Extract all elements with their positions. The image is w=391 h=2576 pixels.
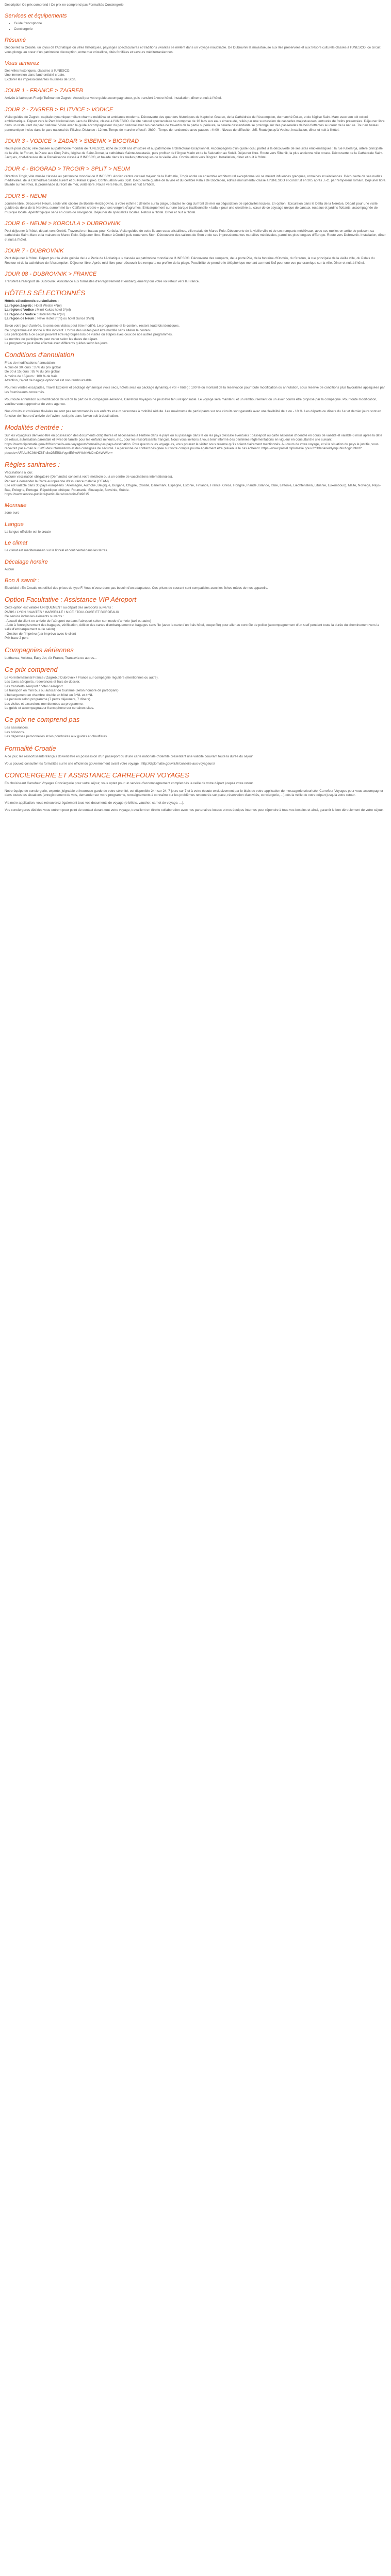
hotels-block xyxy=(5,299,386,321)
hotel-region: La région de Neum : xyxy=(5,317,37,320)
option-line: - Gestion de l'imprévu (par imprévu avec le client xyxy=(5,632,76,636)
sante-text: Sur les voyageurs dérivent être en possession des documents obligatoires et nécessaires à l'entrée dans le pays ou au passage dans le ou les pays d'escale éventuels : passeport ou carte nationale d'identité en cours de validité et valable 6 mois après la date de retour, autorisation parentale et livret de famille pour les enfants mineurs, etc., pour les ressortissants français. Nous vous invitons à vous tenir informé des dernières réglementations en vigueur en consultant le site suivant : https://www.diplomatie.gouv.fr/fr/conseils-aux-voyageurs/conseils-par-pays-destination. Pour que tous les voyageurs, vous pourrez le visiter sous réserve qu'ils soient clairement mentionnés. Au cours de votre voyage, et si la situation du pays le justifie, vous recevrez par e-mail ou SMS des informations et des consignes de sécurité. La personne de contact désignée sur votre compte pourra également être prévenue le cas échéant. https://www.pastel.diplomatie.gouv.fr/fildariane/dyn/public/login.html?pbcode=AFAAd6C0MHZ8Tn3w2BEfSkYuynlEGwWYbNMkI2mD4WWA== xyxy=(5,433,382,455)
option-title: Option Facultative : Assistance VIP Aéroport xyxy=(5,596,137,604)
resume-text: Découvrez la Croatie, un joyau de l'Adriatique où villes historiques, paysages spectaculaires et traditions vivantes se mêlent dans un voyage inoubliable. De Dubrovnik la majestueuse aux îles préservées et aux trésors culturels classés à l'UNESCO, ce circuit vous plonge au cœur d'un patrimoine d'exception, entre mer cristalline, cités fortifiées et saveurs méditerranéennes. xyxy=(5,46,381,54)
annulation-line: De 30 à 15 jours : 85 % du prix global xyxy=(5,370,60,374)
hotel-row xyxy=(5,304,386,308)
monnaie-title: Monnaie xyxy=(5,502,27,509)
non-comprend-title: Ce prix ne comprend pas xyxy=(5,716,80,724)
regles-line: Vaccinations à jour. xyxy=(5,470,33,474)
annulation-paragraph: Pour toute annulation ou modification de vol de la part de la compagnie aérienne, Carrefour Voyages ne peut être tenu responsable. Le voyage sera maintenu et un remboursement ou un avoir pourra être proposé par la compagnie. Pour toute modification, veuillez vous rapprocher de votre agence. xyxy=(5,398,378,406)
option-lines xyxy=(5,606,386,640)
compagnies-title: Compagnies aériennes xyxy=(5,646,74,654)
conciergerie-paragraph: En choisissant Carrefour Voyages Conciergerie pour votre séjour, vous optez pour un service d'accompagnement complet dès la veille de votre départ jusqu'à votre retour. xyxy=(5,782,254,786)
day-text: Arrivée à l'aéroport Franjo Tuđman de Zagreb. Accueil par votre guide accompagnateur, puis transfert à votre hôtel. Installation, dîner et nuit à l'hôtel. xyxy=(5,96,222,100)
formalite-title: Formalité Croatie xyxy=(5,744,56,752)
hotel-region: La région de Vodice : xyxy=(5,312,38,316)
regles-line: Pensez à demander la Carte européenne d'assurance maladie (CEAM) : xyxy=(5,479,111,483)
annulation-line: Frais de modifications / annulation : xyxy=(5,361,57,365)
annulation-paragraph: Nos circuits et croisières fluviales ne sont pas recommandés aux enfants et aux personnes à mobilité réduite. Les maximums de participants sur nos circuits sont garantis avec une flexibilité de + ou - 10 %. Les départs ou dîners du 1er et dernier jours sont en fonction de l'heure d'arrivée de l'avion : soit pris dans l'avion soit à destination. xyxy=(5,410,381,418)
services-title: Services et équipements xyxy=(5,13,67,20)
day-title: JOUR 4 - BIOGRAD > TROGIR > SPLIT > NEUM xyxy=(5,165,130,172)
formalite-paragraph: A ce jour, les ressortissants français doivent être en possession d'un passeport ou d'une carte nationale d'identité présentant une validité couvrant toute la durée du séjour. xyxy=(5,754,254,758)
services-item: • Conciergerie xyxy=(14,27,386,31)
annulation-title: Conditions d'annulation xyxy=(5,351,74,359)
bon-a-savoir-title: Bon à savoir : xyxy=(5,578,40,584)
option-line: Ce service inclus les éléments suivants : xyxy=(5,615,64,619)
comprend-line: Les taxes aéroports, redevances et frais de dossier. xyxy=(5,680,80,684)
day-title: JOUR 7 - DUBROVNIK xyxy=(5,248,64,255)
sante-title: Modalités d'entrée : xyxy=(5,423,63,431)
aimerez-line: Explorer les impressionnantes murailles de Ston. xyxy=(5,77,76,81)
hotel-name: Hotel Punta 4*(nl) xyxy=(38,312,65,316)
day-text: Transfert à l'aéroport de Dubrovnik. Assistance aux formalités d'enregistrement et embarquement pour votre vol retour vers la France. xyxy=(5,279,200,283)
comprend-line: Le guide et accompagnateur francophone sur certaines sites. xyxy=(5,706,94,710)
comprend-line: L'hébergement en chambre double en hôtel en 3*NL et 4*NL xyxy=(5,693,93,697)
page xyxy=(0,0,391,818)
hotel-row xyxy=(5,308,386,312)
day-text: Direction Trogir, ville musée classée au patrimoine mondial de l'UNESCO. Ancien centre culturel majeur de la Dalmatie, Trogir abrite un ensemble architectural exceptionnel où se mêlent influences grecques, romaines et vénitiennes. Découverte de ses ruelles médiévales, de la Cathédrale Saint-Laurent et du Palais Cipiko. Continuation vers Split. Découverte guidée de la ville et du célèbre Palais de Dioclétien, édifice monumental classé à l'UNESCO et construit en 305 après J.-C. par l'empereur romain. Déjeuner libre. Balade sur les Riva, la promenade du front de mer, visite libre. Route vers Neum. Dîner et nuit à l'hôtel. xyxy=(5,174,386,187)
resume-title: Résumé xyxy=(5,37,26,44)
day-text: Visite guidée de Zagreb, capitale dynamique mêlant charme médiéval et ambiance moderne. Découverte des quartiers historiques de Kaptol et Gradec, de la Cathédrale de l'Assomption, du marché Dolac, et de l'église Saint-Marc avec son toit coloré emblématique. Départ vers le Parc National des Lacs de Plitvice, classé à l'UNESCO. Ce site naturel spectaculaire se compose de 16 lacs aux eaux émeraude, reliés par une succession de cascades majestueuses, entourés de forêts préservées. Déjeuner libre dans un restaurant du parc national. Visite avec le guide accompagnateur du parc national avec les cascades de travertin de la partie supérieure, la balade descendante se prolonge sur des passerelles de bois flottantes au cœur de la nature. Tour en bateau panoramique inclus dans le parc national de Plitvice. Distance : 12 km. Temps de marche effectif : 3h00 - Temps de randonnée avec pauses : 4h00 - Niveau de difficulté : 2/5. Route jusqu'à Vodice, installation, dîner et nuit à l'hôtel. xyxy=(5,115,385,132)
hotel-name: Mirni Kukac hotel 3*(nl) xyxy=(37,308,71,312)
conciergerie-paragraph: Via notre application, vous retrouverez également tous vos documents de voyage (e-billets, vaucher, carnet de voyage, ...). xyxy=(5,801,184,805)
comprend-line: Les visites et excursions mentionnées au programme. xyxy=(5,702,84,706)
hotel-name: Neve Hotel 3*(nl) ou hotel Sunce 3*(nl) xyxy=(37,317,94,320)
non-comprend-line: Les assurances. xyxy=(5,726,29,730)
comprend-title: Ce prix comprend xyxy=(5,666,58,674)
regles-line: Elle est valable dans 30 pays européens : Allemagne, Autriche, Belgique, Bulgarie, Chypre, Croatie, Danemark, Espagne, Estonie, Finlande, France, Grèce, Hongrie, Irlande, Islande, Italie, Lettonie, Liechtenstein, Lituanie, Luxembourg, Malte, Norvège, Pays-Bas, Pologne, Portugal, République tchèque, Roumanie, Slovaquie, Slovénie, Suède. xyxy=(5,484,381,492)
decalage-title: Décalage horaire xyxy=(5,558,48,565)
comprend-line: Le vol international France / Zagreb // Dubrovnik / France sur compagnie régulière (mentionnés ou autre). xyxy=(5,676,159,680)
option-line: Cette option est valable UNIQUEMENT au départ des aéroports suivants : xyxy=(5,606,113,610)
hotels-note: Selon votre jour d'arrivée, le sens des visites peut être modifié. Le programme et le contenu restent toutefois identiques. xyxy=(5,324,180,328)
annulation-lines xyxy=(5,361,386,383)
hotels-note: Ce programme est donné à titre indicatif. L'ordre des visites peut être modifié sans altérer le contenu. xyxy=(5,328,153,332)
compagnies-text: Lufthansa, Volotea, Easy Jet, Air France, Transavia ou autres... xyxy=(5,656,97,660)
hotel-region: La région Zagreb : xyxy=(5,303,34,308)
day-text: Petit déjeuner à l'hôtel. Départ pour la visite guidée de la « Perle de l'Adriatique » classée au patrimoine mondial de l'UNESCO. Découverte des remparts, de la porte Pile, de la fontaine d'Onofrio, du Stradun, la rue principale de la vieille ville, du Palais du Recteur et de la cathédrale de l'Assomption. Déjeuner libre. Après-midi libre pour découvrir les remparts ou profiter de la plage. Possibilité de prendre le téléphérique menant au mont Srđ pour une vue panoramique sur la ville. Dîner et nuit à l'hôtel. xyxy=(5,257,375,265)
hotels-note: Les participants à ce circuit peuvent être regroupés lors de visites ou étapes avec ceux de nos autres programmes. xyxy=(5,333,173,337)
comprend-lines xyxy=(5,676,386,710)
day-text: Petit déjeuner à l'hôtel, départ vers Orebić. Traversée en bateau pour Korčula. Visite guidée de cette île aux eaux cristallines, ville natale de Marco Polo. Découverte de la vieille ville et de ses remparts médiévaux, avec ses ruelles en arête de poisson, sa cathédrale Saint-Marc et la maison de Marco Polo. Déjeuner libre. Retour à Orebić puis route vers Ston. Découverte des salines de Ston et de ses impressionnantes murailles médiévales, parmi les plus longues d'Europe. Route vers Dubrovnik. Installation, dîner et nuit à l'hôtel. xyxy=(5,229,386,242)
hotels-note: Le nombre de participants peut varier selon les dates de départ. xyxy=(5,337,98,341)
day-title: JOUR 2 - ZAGREB > PLITVICE > VODICE xyxy=(5,106,113,113)
aimerez-title: Vous aimerez xyxy=(5,60,39,67)
day-text: Journée libre. Découvrez Neum, seule ville côtière de Bosnie-Herzégovine, à votre rythme : détente sur la plage, balades le long du front de mer ou dégustation de spécialités locales. En option : Excursion dans le Delta de la Neretva. Départ pour une visite guidée du delta de la Neretva, surnommé la « Californie croate » pour ses vergers d'agrumes. Embarquement sur une barque traditionnelle « lađa » pour une croisière au cœur de ce paysage unique de canaux, roseaux et jardins flottants, accompagnée de musique locale. Apéritif typique servi en cours de navigation. Déjeuner de spécialités locales. Retour à l'hôtel. Dîner et nuit à l'hôtel. xyxy=(5,201,378,214)
bon-a-savoir-text: Electricité : En Croatie est utilisé des prises de type F. Vous n'avez donc pas besoin d'un adaptateur. Ces prises de courant sont compatibles avec les fiches mâles de nos appareils. xyxy=(5,586,268,590)
langue-title: Langue xyxy=(5,521,24,528)
day-text: Route pour Zadar, ville classée au patrimoine mondial de l'UNESCO, riche de 3000 ans d'histoire et au patrimoine architectural exceptionnel. Accompagnés d'un guide local, partez à la découverte de ses sites emblématiques : la rue Kalelarga, artère principale de la ville, le Forum, la Place aux Cinq Puits, l'église de Saint-Donat, la cathédrale Sainte-Anastasie, puis profitez de l'Orgue Marin et de la Salutation au Soleil. Déjeuner libre. Route vers Šibenik, la plus ancienne ville croate. Découverte de la Cathédrale Saint-Jacques, chef-d'œuvre de la Renaissance classé à l'UNESCO, et balade dans les ruelles pittoresques de la vieille ville. Continuation vers Biograd. Installation, dîner et nuit à l'hôtel. xyxy=(5,147,384,160)
hotel-row xyxy=(5,313,386,317)
services-list xyxy=(5,22,386,31)
comprend-line: Le transport en mini bus ou autocar de tourisme (selon nombre de participant) xyxy=(5,689,119,693)
day-title: JOUR 1 - FRANCE > ZAGREB xyxy=(5,88,83,94)
services-item: • Guide francophone xyxy=(14,22,386,26)
annulation-line: Attention, l'ajout de bagage optionnel est non remboursable. xyxy=(5,379,93,383)
aimerez-lines xyxy=(5,69,386,82)
option-line: - Accueil du client en arrivée de l'aéroport ou dans l'aéroport selon son mode d'arrivée (taxi ou autre) xyxy=(5,619,151,623)
intro-links: Description Ce prix comprend / Ce prix ne comprend pas Formalités Conciergerie xyxy=(5,3,124,7)
decalage-text: Aucun xyxy=(5,567,14,571)
regles-title: Règles sanitaires : xyxy=(5,460,60,468)
climat-title: Le climat xyxy=(5,540,28,547)
aimerez-line: Des villes historiques, classées à l'UNESCO. xyxy=(5,69,71,73)
option-line: PARIS / LYON / NANTES / MARSEILLE / NICE / TOULOUSE ET BORDEAUX xyxy=(5,610,119,614)
non-comprend-line: Les dépenses personnelles et les pourboires aux guides et chauffeurs. xyxy=(5,735,108,739)
formalite-paragraph: Vous pouvez consulter les formalités sur le site officiel du gouvernement avant votre voyage : http://diplomatie.gouv.fr/fr/conseils-aux-voyageurs/ xyxy=(5,761,215,766)
day-title: JOUR 6 - NEUM > KORCULA > DUBROVNIK xyxy=(5,220,121,227)
hotel-name: Hotel Westin 4*(nl) xyxy=(34,303,62,308)
climat-text: Le climat est méditerranéen sur le littoral et continental dans les terres. xyxy=(5,549,108,553)
regles-line: Aucune vaccination obligatoire (Demandez conseil à votre médecin ou à un centre de vaccinations internationales). xyxy=(5,475,173,479)
monnaie-text: zone euro xyxy=(5,511,20,515)
option-line: Prix base 2 pers xyxy=(5,636,29,640)
conciergerie-paragraph: Notre équipe de conciergerie, experte, joignable et heureuse garde de votre sérénité, est disponible 24h sur 24, 7 jours sur 7 et à votre écoute exclusivement par le biais de votre application de messagerie sécurisée, Carrefour Voyages pour vous accompagner dans toutes les situations (enregistrement de vols, demander sur votre programme, renseignements à connaître sur les problèmes rencontrés sur place, réservation d'activités, conciergerie, ...) dès la veille de votre départ jusqu'à votre retour. xyxy=(5,789,383,798)
comprend-line: La pension selon programme (7 petits déjeuners, 7 dîners). xyxy=(5,698,91,702)
annulation-line: A plus de 30 jours : 35% du prix global xyxy=(5,365,61,369)
hotel-row xyxy=(5,317,386,321)
hotels-notes xyxy=(5,324,386,346)
langue-text: La langue officielle est le croate xyxy=(5,530,51,534)
regles-line: https://www.service-public.fr/particuliers/vosdroits/R49815 xyxy=(5,492,89,496)
aimerez-line: Une immersion dans l'authenticité croate. xyxy=(5,73,66,77)
non-comprend-lines xyxy=(5,726,386,739)
annulation-paragraph: Pour les ventes escapades, Travel Explorer et package dynamique (vols secs, hôtels secs ou package dynamique vol + hôtel) : 100 % du montant de la réservation pour toute modification ou annulation, sous réserve de conditions plus favorables appliquées par les fournisseurs concernés. xyxy=(5,386,385,394)
hotels-note: La programme peut être effectué avec différents guides selon les jours. xyxy=(5,342,109,346)
conciergerie-title: CONCIERGERIE ET ASSISTANCE CARREFOUR VOYAGES xyxy=(5,771,189,779)
hotels-title: HÔTELS SÉLECTIONNÉS xyxy=(5,289,86,297)
option-line: - Aide à l'enregistrement des bagages, vérification, édition des cartes d'embarquement et bagages sans file (avec la carte d'un frais hôtel, coupe file) pour aller au contrôle de police (accompagnement d'un staff pendant toute la durée du cheminement vers la salle d'embarquement ou le salon) xyxy=(5,623,379,632)
conciergerie-paragraph: Vos conciergeres dédiées vous entrent pour point de contact durant tout votre voyage, travaillent en étroite collaboration avec nos partenaires locaux et nos équipes internes pour répondre à tous vos besoins et ainsi, garantir le bon déroulement de votre séjour. xyxy=(5,808,384,812)
day-title: JOUR 08 - DUBROVNIK > FRANCE xyxy=(5,270,97,277)
hotel-region: La région d'Vodice : xyxy=(5,308,36,312)
day-title: JOUR 5 - NEUM xyxy=(5,193,47,199)
regles-lines xyxy=(5,471,386,497)
comprend-line: Les transferts aéroport / hôtel / aéroport. xyxy=(5,684,64,688)
day-title: JOUR 3 - VODICE > ZADAR > SIBENIK > BIOGRAD xyxy=(5,138,139,145)
hotels-subtitle: Hôtels sélectionnés ou similaires : xyxy=(5,299,59,303)
non-comprend-line: Les boissons. xyxy=(5,730,25,734)
annulation-line: A moins de 15 jours : 100 % de frais xyxy=(5,374,58,378)
